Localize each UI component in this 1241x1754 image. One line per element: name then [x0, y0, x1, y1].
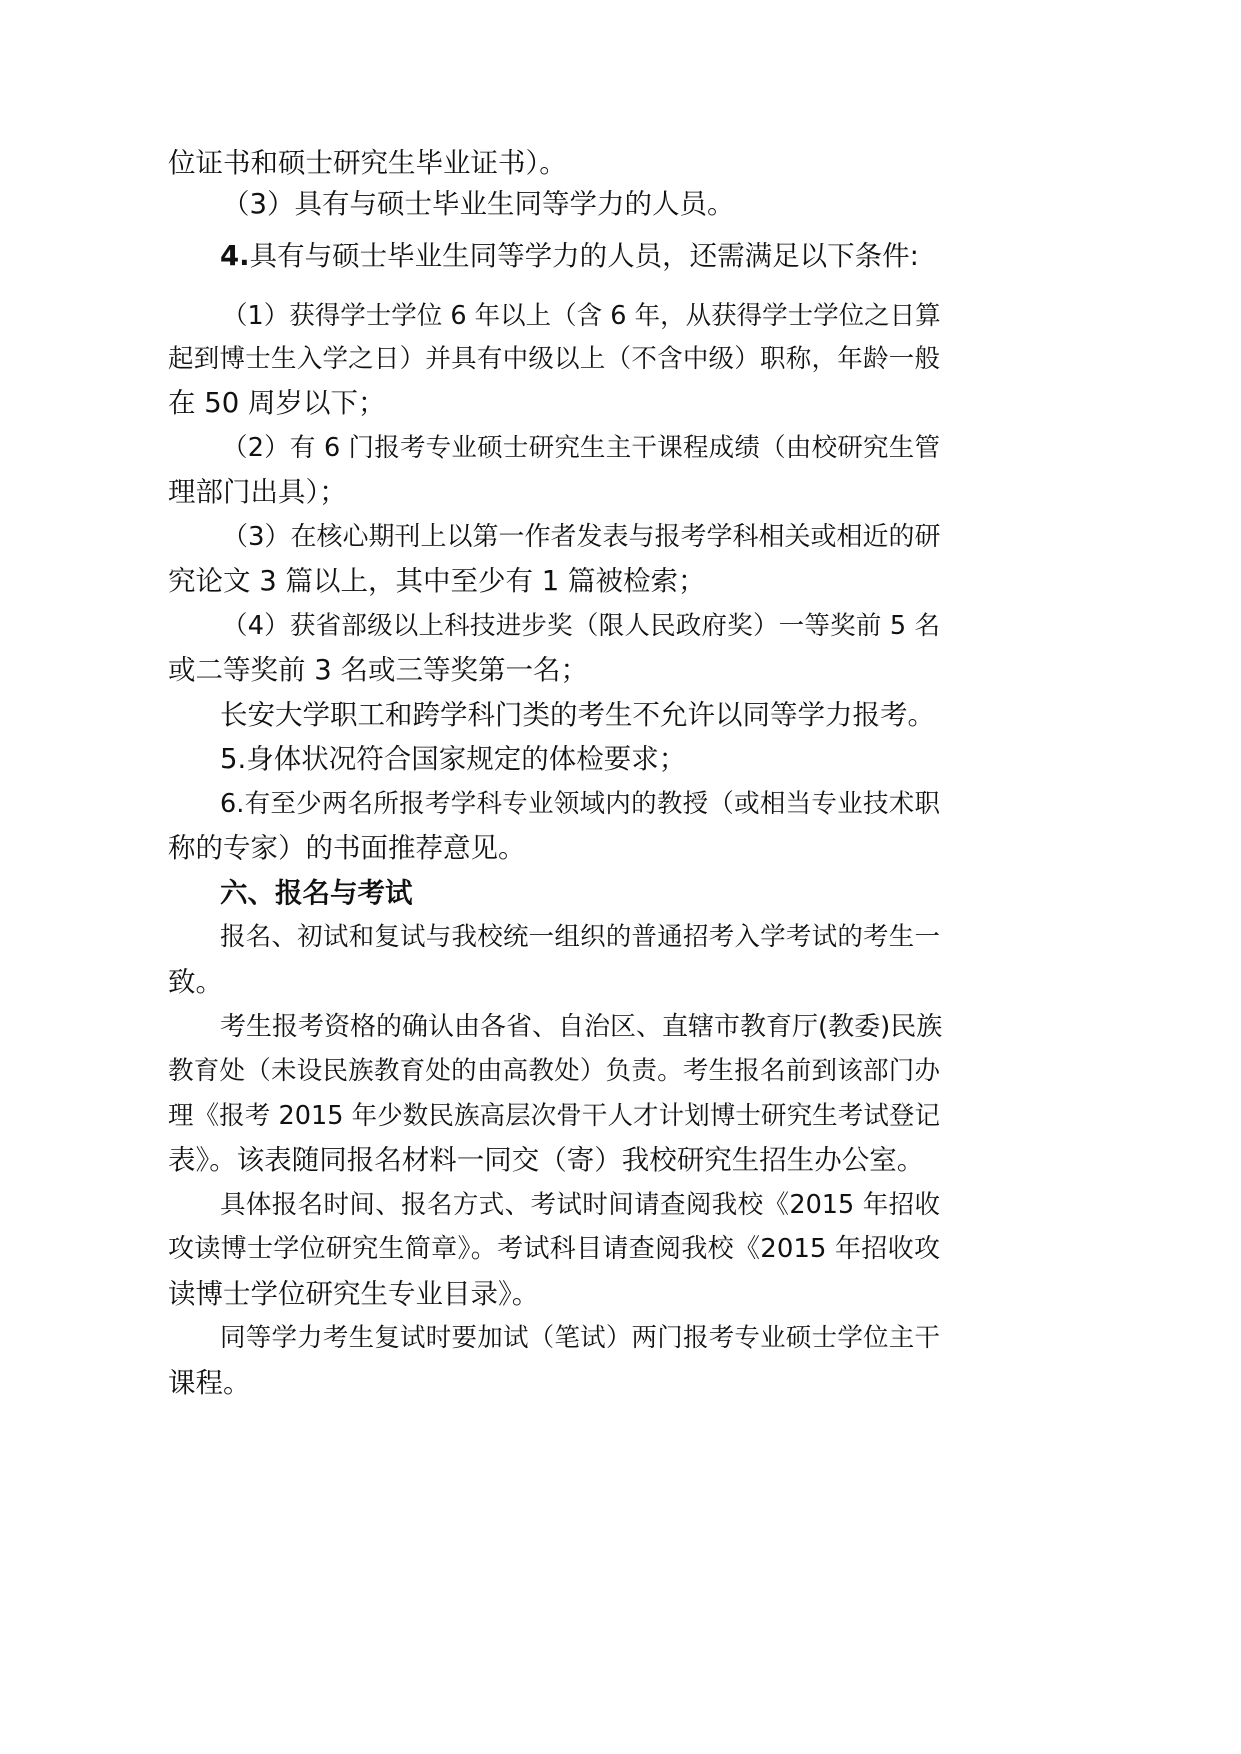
text-line: 同等学力考生复试时要加试（笔试）两门报考专业硕士学位主干	[220, 1323, 940, 1353]
text-line: 在 50 周岁以下；	[168, 387, 386, 419]
text-line: （3）在核心期刊上以第一作者发表与报考学科相关或相近的研	[222, 522, 941, 552]
text-line	[220, 236, 919, 276]
text-line: 表》。该表随同报名材料一同交（寄）我校研究生招生办公室。	[168, 1144, 925, 1176]
section-heading: 六、报名与考试	[220, 877, 413, 909]
text-line: （2）有 6 门报考专业硕士研究生主干课程成绩（由校研究生管	[222, 433, 940, 463]
text-line: 理《报考 2015 年少数民族高层次骨干人才计划博士研究生考试登记	[168, 1101, 940, 1131]
text-line: 称的专家）的书面推荐意见。	[168, 832, 526, 864]
text-line: 致。	[168, 966, 223, 998]
text-line: 具体报名时间、报名方式、考试时间请查阅我校《2015 年招收	[220, 1190, 940, 1220]
item-text: 具有与硕士毕业生同等学力的人员，还需满足以下条件:	[249, 240, 919, 272]
text-line: 究论文 3 篇以上，其中至少有 1 篇被检索；	[168, 565, 706, 597]
text-line: （4）获省部级以上科技进步奖（限人民政府奖）一等奖前 5 名	[222, 611, 940, 641]
text-line: 课程。	[168, 1367, 251, 1399]
item-number: 4.	[220, 240, 250, 272]
text-line: （3）具有与硕士毕业生同等学力的人员。	[222, 188, 735, 220]
text-line: 读博士学位研究生专业目录》。	[168, 1278, 540, 1310]
text-line: （1）获得学士学位 6 年以上（含 6 年，从获得学士学位之日算	[222, 301, 941, 331]
text-line: 报名、初试和复试与我校统一组织的普通招考入学考试的考生一	[220, 922, 940, 952]
text-line: 6.有至少两名所报考学科专业领域内的教授（或相当专业技术职	[220, 789, 940, 819]
text-line: 攻读博士学位研究生简章》。考试科目请查阅我校《2015 年招收攻	[168, 1234, 940, 1264]
text-line: 理部门出具）；	[168, 476, 347, 508]
text-line: 考生报考资格的确认由各省、自治区、直辖市教育厅(教委)民族	[220, 1012, 943, 1042]
text-line: 长安大学职工和跨学科门类的考生不允许以同等学力报考。	[220, 699, 935, 731]
text-line: 教育处（未设民族教育处的由高教处）负责。考生报名前到该部门办	[168, 1056, 940, 1086]
text-line: 或二等奖前 3 名或三等奖第一名；	[168, 654, 588, 686]
text-line: 位证书和硕士研究生毕业证书）。	[168, 147, 567, 179]
text-line: 起到博士生入学之日）并具有中级以上（不含中级）职称，年龄一般	[168, 344, 940, 374]
text-line: 5.身体状况符合国家规定的体检要求；	[220, 743, 687, 775]
